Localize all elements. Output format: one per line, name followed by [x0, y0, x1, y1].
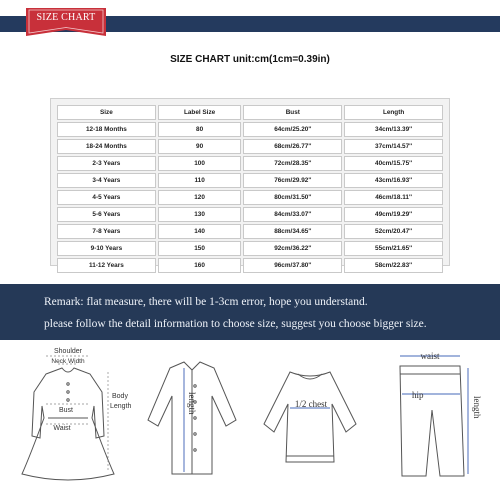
remark-line-2: please follow the detail information to choose size, suggest you choose bigger size.: [44, 318, 427, 330]
table-cell: 64cm/25.20'': [243, 122, 342, 137]
table-row: [57, 241, 443, 256]
table-cell: 110: [158, 173, 242, 188]
header-size: Size: [57, 105, 156, 120]
table-cell: 58cm/22.83'': [344, 258, 443, 273]
header-length: Length: [344, 105, 443, 120]
table-cell: 3-4 Years: [57, 173, 156, 188]
table-cell: 55cm/21.65'': [344, 241, 443, 256]
remark-band: [0, 284, 500, 340]
table-cell: 88cm/34.65'': [243, 224, 342, 239]
table-cell: 80: [158, 122, 242, 137]
table-cell: 52cm/20.47'': [344, 224, 443, 239]
table-cell: 92cm/36.22'': [243, 241, 342, 256]
table-cell: 18-24 Months: [57, 139, 156, 154]
table-row: [57, 258, 443, 273]
table-cell: 150: [158, 241, 242, 256]
table-cell: 140: [158, 224, 242, 239]
table-cell: 11-12 Years: [57, 258, 156, 273]
table-cell: 130: [158, 207, 242, 222]
dress-shoulder-label: Shoulder: [53, 348, 83, 355]
size-table: [55, 103, 445, 275]
table-row: [57, 224, 443, 239]
table-row: [57, 139, 443, 154]
table-row: [57, 122, 443, 137]
dress-length-label: Length: [110, 403, 132, 410]
table-cell: 120: [158, 190, 242, 205]
table-cell: 100: [158, 156, 242, 171]
shirt-diagram: [132, 346, 252, 496]
table-row: [57, 173, 443, 188]
table-cell: 76cm/29.92'': [243, 173, 342, 188]
table-cell: 49cm/19.29'': [344, 207, 443, 222]
dress-neck-label: Neck Width: [51, 358, 85, 365]
table-cell: 2-3 Years: [57, 156, 156, 171]
pants-hip-label: hip: [412, 390, 424, 400]
dress-waist-label: Waist: [53, 425, 71, 432]
header-label-size: Label Size: [158, 105, 242, 120]
table-cell: 12-18 Months: [57, 122, 156, 137]
table-cell: 4-5 Years: [57, 190, 156, 205]
header-bust: Bust: [243, 105, 342, 120]
table-cell: 160: [158, 258, 242, 273]
ribbon-label: SIZE CHART: [36, 12, 96, 23]
table-cell: 43cm/16.93'': [344, 173, 443, 188]
size-table-frame: [50, 98, 450, 269]
table-cell: 37cm/14.57'': [344, 139, 443, 154]
chart-title: SIZE CHART unit:cm(1cm=0.39in): [170, 54, 330, 65]
shirt-length-label: length: [187, 392, 197, 415]
table-row: [57, 190, 443, 205]
table-cell: 34cm/13.39'': [344, 122, 443, 137]
table-row: [57, 207, 443, 222]
remark-line-1: Remark: flat measure, there will be 1-3cm error, hope you understand.: [44, 296, 368, 308]
dress-diagram: [6, 346, 136, 496]
dress-bust-label: Bust: [58, 407, 74, 414]
dress-body-label: Body: [112, 393, 128, 400]
table-cell: 9-10 Years: [57, 241, 156, 256]
pants-diagram: [370, 346, 496, 496]
table-cell: 80cm/31.50'': [243, 190, 342, 205]
sweater-diagram: [250, 346, 370, 496]
table-cell: 84cm/33.07'': [243, 207, 342, 222]
table-cell: 90: [158, 139, 242, 154]
table-header-row: [57, 105, 443, 120]
table-cell: 46cm/18.11'': [344, 190, 443, 205]
table-row: [57, 156, 443, 171]
table-cell: 72cm/28.35'': [243, 156, 342, 171]
pants-waist-label: waist: [420, 351, 440, 361]
table-cell: 5-6 Years: [57, 207, 156, 222]
table-cell: 96cm/37.80'': [243, 258, 342, 273]
table-cell: 40cm/15.75'': [344, 156, 443, 171]
pants-length-label: length: [472, 396, 482, 419]
table-cell: 68cm/26.77'': [243, 139, 342, 154]
table-cell: 7-8 Years: [57, 224, 156, 239]
sweater-chest-label: 1/2 chest: [294, 399, 328, 409]
